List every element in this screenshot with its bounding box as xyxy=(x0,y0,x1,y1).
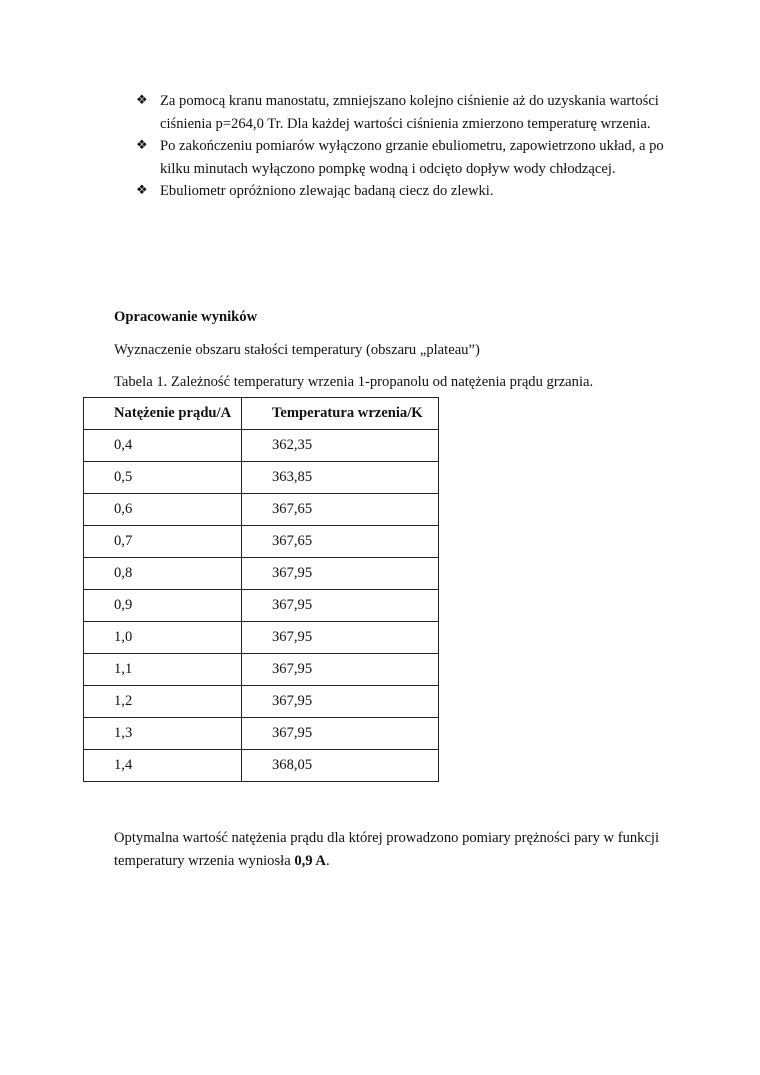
table-row xyxy=(84,718,439,750)
current-cell: 0,6 xyxy=(84,494,242,526)
current-cell: 1,4 xyxy=(84,750,242,782)
table-row xyxy=(84,686,439,718)
plateau-subtitle: Wyznaczenie obszaru stałości temperatury (obszaru „plateau”) xyxy=(114,342,480,358)
current-cell: 1,3 xyxy=(84,718,242,750)
procedure-bullet-list xyxy=(136,90,676,203)
current-cell: 0,8 xyxy=(84,558,242,590)
current-cell: 1,2 xyxy=(84,686,242,718)
current-cell: 0,5 xyxy=(84,462,242,494)
optimal-current-value: 0,9 A xyxy=(294,852,326,869)
table-row xyxy=(84,622,439,654)
current-cell: 1,1 xyxy=(84,654,242,686)
current-cell: 0,7 xyxy=(84,526,242,558)
temperature-cell: 367,95 xyxy=(242,718,439,750)
header-temperature: Temperatura wrzenia/K xyxy=(242,398,439,430)
temperature-cell: 367,95 xyxy=(242,590,439,622)
table-row xyxy=(84,654,439,686)
temperature-cell: 363,85 xyxy=(242,462,439,494)
bullet-item xyxy=(136,135,676,180)
table-row xyxy=(84,750,439,782)
bullet-item xyxy=(136,180,676,203)
table-row xyxy=(84,558,439,590)
temperature-cell: 367,95 xyxy=(242,622,439,654)
conclusion-paragraph xyxy=(114,827,674,872)
bullet-text: Ebuliometr opróżniono zlewając badaną ciecz do zlewki. xyxy=(160,183,494,200)
table-row xyxy=(84,590,439,622)
conclusion-end: . xyxy=(325,852,330,869)
temperature-cell: 367,95 xyxy=(242,558,439,590)
bullet-text: Po zakończeniu pomiarów wyłączono grzanie ebuliometru, zapowietrzono układ, a po kilku minutach wyłączono pompkę wodną i odcięto dopływ wody chłodzącej. xyxy=(160,138,664,177)
temperature-cell: 362,35 xyxy=(242,430,439,462)
section-title: Opracowanie wyników xyxy=(114,309,258,325)
table-body xyxy=(84,430,439,782)
conclusion-text: Optymalna wartość natężenia prądu dla której prowadzono pomiary prężności pary w funkcji temperatury wrzenia wyniosła xyxy=(114,830,660,869)
temperature-cell: 367,65 xyxy=(242,494,439,526)
diamond-bullet-icon: ❖ xyxy=(136,138,148,154)
diamond-bullet-icon: ❖ xyxy=(136,93,148,108)
table-row xyxy=(84,462,439,494)
temperature-cell: 367,95 xyxy=(242,654,439,686)
bullet-item xyxy=(136,90,676,135)
table-caption: Tabela 1. Zależność temperatury wrzenia 1-propanolu od natężenia prądu grzania. xyxy=(114,374,594,390)
table-row xyxy=(84,494,439,526)
table-row xyxy=(84,526,439,558)
current-cell: 0,9 xyxy=(84,590,242,622)
current-temperature-table xyxy=(83,397,439,782)
header-current: Natężenie prądu/A xyxy=(84,398,242,430)
table-row xyxy=(84,430,439,462)
temperature-cell: 367,95 xyxy=(242,686,439,718)
temperature-cell: 368,05 xyxy=(242,750,439,782)
table-header-row xyxy=(84,398,439,430)
current-cell: 1,0 xyxy=(84,622,242,654)
current-cell: 0,4 xyxy=(84,430,242,462)
temperature-cell: 367,65 xyxy=(242,526,439,558)
diamond-bullet-icon: ❖ xyxy=(136,183,148,199)
bullet-text: Za pomocą kranu manostatu, zmniejszano kolejno ciśnienie aż do uzyskania wartości ciśnienia p=264,0 Tr. Dla każdej wartości ciśnienia zmierzono temperaturę wrzenia. xyxy=(160,93,659,132)
